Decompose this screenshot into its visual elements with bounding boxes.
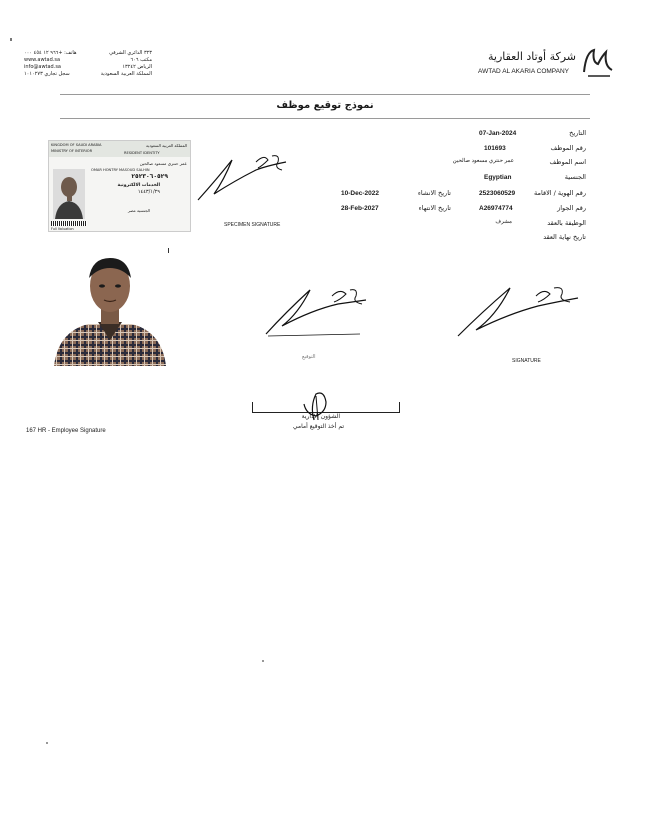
id-card-photo [53, 169, 85, 219]
id-card-country-ar: المملكة العربية السعودية [145, 143, 187, 148]
issue-date-value: 10-Dec-2022 [341, 190, 379, 197]
passport-value: A26974774 [479, 205, 513, 212]
id-card-number: ٢٥٢٣٠٦٠٥٢٩ [131, 173, 168, 180]
expiry-date-value: 28-Feb-2027 [341, 205, 379, 212]
employee-name-value: عمر حنتري مسعود صالحين [452, 158, 514, 164]
hr-witness-note: تم أخذ التوقيع أمامي [292, 423, 344, 430]
employee-name-label: اسم الموظف [549, 158, 586, 166]
employee-photo [52, 248, 168, 366]
nationality-value: Egyptian [484, 174, 512, 181]
logo-mark-icon [580, 42, 616, 78]
address-line: المملكة العربية السعودية [100, 71, 152, 77]
contact-line: سجل تجاري ١٠١٠٢٧٣ [24, 71, 70, 77]
header-address-block [92, 50, 152, 78]
signature-caption-middle: التوقيع [302, 354, 316, 360]
header-divider [60, 94, 590, 95]
specimen-signature-drawing [196, 150, 296, 205]
signature-drawing-right [452, 280, 584, 342]
address-line: الرياض ١٣٢٤٢ [122, 64, 152, 70]
contract-end-label: تاريخ نهاية العقد [543, 233, 586, 241]
iqama-label: رقم الهوية / الاقامة [534, 189, 586, 197]
address-line: مكتب ٦٠٦ [130, 57, 152, 63]
title-divider [60, 118, 590, 119]
contact-line: info@awtad.sa [24, 64, 61, 70]
position-label: الوظيفة بالعقد [547, 219, 586, 227]
passport-label: رقم الجواز [557, 204, 586, 212]
id-card-name-en: OMAR HONTRY MASOUD SALHIN [91, 168, 150, 172]
expiry-date-label: تاريخ الانتهاء [418, 204, 451, 212]
issue-date-label: تاريخ الانشاء [417, 189, 451, 197]
employee-no-value: 101693 [484, 145, 506, 152]
signature-label: SIGNATURE [512, 358, 541, 364]
contact-line: هاتف: +٩٦٦ ١٢ ٤٥٤ ٠٠٠ [24, 50, 77, 56]
id-card-birth: ١٤٤٣/١/٢٩ [137, 189, 160, 195]
iqama-value: 2523060529 [479, 190, 516, 197]
id-card-image [48, 140, 191, 232]
address-line: ٣٢٣ الدائري الشرقي [109, 50, 152, 56]
page-title: نموذج توقيع موظف [276, 100, 374, 111]
id-card-name-ar: عمر حنتري مسعود صالحين [139, 161, 187, 166]
scan-speck [262, 660, 264, 662]
company-name-ar: شركة أوتاد العقارية [488, 50, 576, 63]
company-name-en: AWTAD AL AKARIA COMPANY [478, 68, 570, 75]
signature-drawing-middle [262, 278, 372, 340]
scan-speck [10, 38, 12, 41]
specimen-signature-label: SPECIMEN SIGNATURE [224, 222, 281, 228]
date-value: 07-Jan-2024 [479, 130, 517, 137]
contact-line: www.awtad.sa [24, 57, 61, 63]
employee-no-label: رقم الموظف [550, 144, 586, 152]
id-card-job: الخدمات الالكترونية [117, 183, 160, 188]
header-contact-block [24, 50, 90, 78]
id-card-country-en: KINGDOM OF SAUDI ARABIA [51, 143, 102, 147]
id-card-ministry-en: MINISTRY OF INTERIOR [51, 149, 93, 153]
form-code: 167 HR - Employee Signature [26, 428, 106, 434]
nationality-label: الجنسية [564, 173, 586, 181]
company-logo [580, 42, 616, 78]
hr-department-label: الشؤون الإدارية [301, 413, 340, 420]
position-value: مشرف [495, 219, 512, 225]
id-card-nationality: الجنسية مصر [127, 208, 150, 213]
date-label: التاريخ [569, 129, 586, 137]
id-card-footer: Full Valuation [51, 227, 74, 231]
scan-speck [46, 742, 48, 744]
id-card-type-en: RESIDENT IDENTITY [124, 151, 160, 155]
